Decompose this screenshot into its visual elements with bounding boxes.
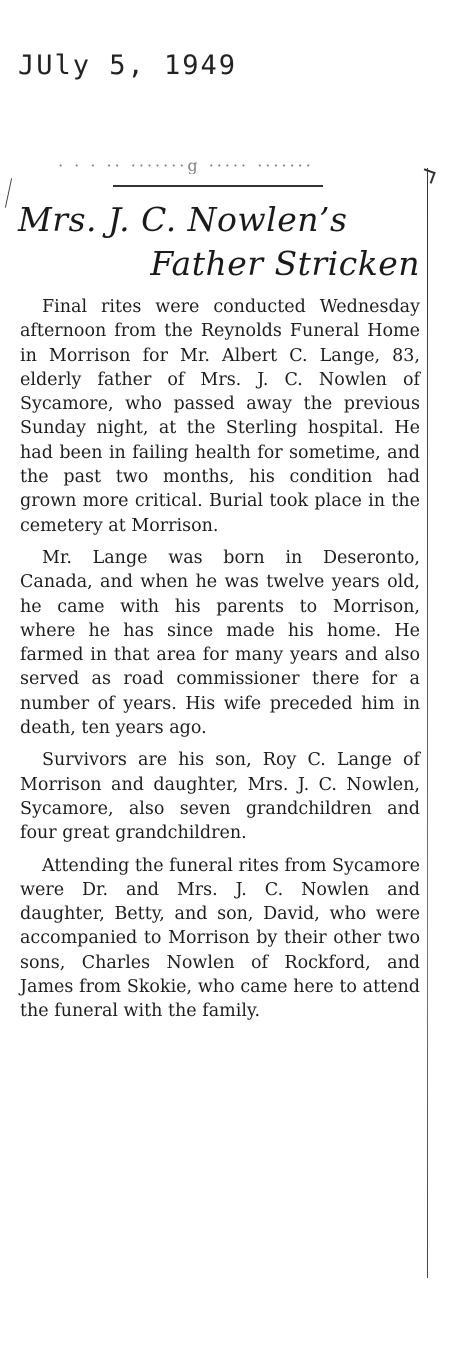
cut-off-text: · · · ·· ·······g ····· ······· bbox=[58, 162, 314, 174]
clipping-corner-mark bbox=[420, 168, 435, 183]
clipping-date: JUly 5, 1949 bbox=[18, 50, 238, 81]
headline-rule bbox=[113, 185, 323, 187]
article-paragraph-1: Final rites were conducted Wednesday afternoon from the Reynolds Funeral Home in Morrison for Mr. Albert C. Lange, 83, elderly father of Mrs. J. C. Nowlen of Sycamore, who passed away the previous Sunday night, at the Sterling hospital. He had been in failing health for sometime, and the past two months, his condition had grown more critical. Burial took place in the cemetery at Morrison. bbox=[20, 297, 420, 536]
article-paragraph-3: Survivors are his son, Roy C. Lange of Morrison and daughter, Mrs. J. C. Nowlen, Sycamore, also seven grandchildren and four great grandchildren. bbox=[20, 750, 420, 844]
article-body bbox=[20, 295, 420, 1032]
clipping-edge-right bbox=[427, 168, 429, 1278]
headline-line-2: Father Stricken bbox=[150, 244, 420, 283]
article-paragraph-2: Mr. Lange was born in Deseronto, Canada, and when he was twelve years old, he came with his parents to Morrison, where he has since made his home. He farmed in that area for many years and also served as road commissioner there for a number of years. His wife preceded him in death, ten years ago. bbox=[20, 547, 420, 739]
headline bbox=[8, 198, 420, 286]
newspaper-clipping bbox=[8, 162, 428, 1278]
article-paragraph-4: Attending the funeral rites from Sycamore were Dr. and Mrs. J. C. Nowlen and daughter, Betty, and son, David, who were accompanied to Morrison by their other two sons, Charles Nowlen of Rockford, and James from Skokie, who came here to attend the funeral with the family. bbox=[20, 855, 420, 1022]
headline-line-1: Mrs. J. C. Nowlen’s bbox=[18, 200, 348, 239]
